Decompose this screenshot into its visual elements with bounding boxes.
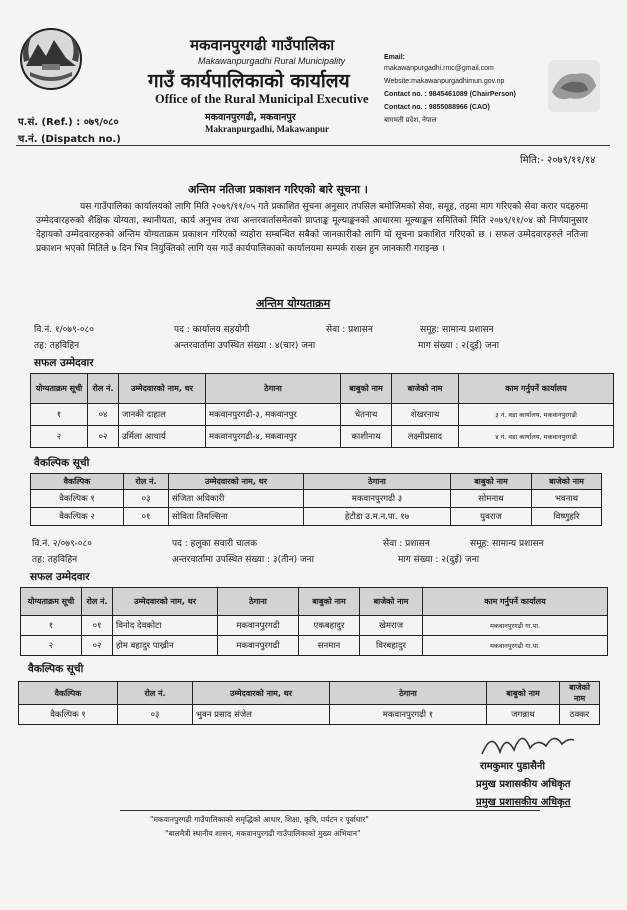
cell: विरबहादुर (360, 636, 423, 656)
col-office: काम गर्नुपर्ने कार्यालय (423, 588, 608, 616)
col-name: उम्मेदवारको नाम, थर (113, 588, 218, 616)
col-name: उम्मेदवारको नाम, थर (193, 682, 330, 705)
col-address: ठेगाना (304, 474, 451, 490)
table-header-row (19, 682, 600, 705)
table-row (31, 404, 614, 426)
s1-group: समूह: सामान्य प्रशासन (420, 325, 494, 335)
col-grandfather: बाजेको नाम (392, 374, 459, 404)
s2-success-table (20, 587, 608, 656)
col-grandfather: बाजेको नाम (560, 682, 600, 705)
contact-cao: Contact no. : 9855088966 (CAO) (384, 104, 490, 111)
email-label: Email: (384, 54, 406, 61)
col-roll: रोल नं. (88, 374, 119, 404)
province: बागमती प्रदेश, नेपाल (384, 117, 437, 124)
cell: हेटौडा उ.म.न.पा. १७ (304, 508, 451, 526)
s1-success-title: सफल उम्मेदवार (34, 357, 94, 369)
cell: ०२ (82, 636, 113, 656)
cell: ०४ (88, 404, 119, 426)
ref-number (18, 114, 119, 128)
cell: युवराज (451, 508, 532, 526)
dispatch-label: च.नं. (Dispatch no.) (18, 134, 121, 145)
footer-divider (120, 810, 540, 811)
address-np: मकवानपुरगढी, मकवानपुर (205, 112, 296, 123)
office-name-en: Office of the Rural Municipal Executive (155, 92, 369, 106)
contact-chair: Contact no. : 9845461089 (ChairPerson) (384, 91, 516, 98)
signatory-name: रामकुमार पुडासैनी (480, 761, 546, 772)
cell: २ (31, 426, 88, 448)
s1-post: पद : कार्यालय सहयोगी (174, 325, 250, 335)
header-divider (16, 145, 610, 146)
cell: वैकल्पिक १ (19, 705, 118, 725)
cell: विनोद देवकोटा (113, 616, 218, 636)
cell: सोमनाथ (451, 490, 532, 508)
notice-subject: अन्तिम नतिजा प्रकाशन गरिएको बारे सूचना । (188, 183, 368, 196)
s1-demand: माग संख्या : २(दुई) जना (418, 341, 500, 351)
s2-alt-table (18, 681, 600, 725)
address-en: Makranpurgadhi, Makawanpur (205, 124, 330, 134)
s2-success-title: सफल उम्मेदवार (30, 571, 90, 583)
col-rank: योग्यताक्रम सूची (21, 588, 82, 616)
col-address: ठेगाना (330, 682, 487, 705)
nepal-emblem-icon (16, 26, 86, 92)
cell: सोविता तिमल्सिना (169, 508, 304, 526)
notice-paragraph: यस गाउँपालिका कार्यालयको लागि मिति २०७९/११/०५ गते प्रकाशित सुचना अनुसार तपसिल बमोजिमको सेवा, समूह, तहमा माग गरिएको सेवा करार पदहरुमा उम्मेदवारहरुको शैक्षिक योग्यता, स्थानीयता, कार्य अनुभव तथा अन्तरवार्तासमेतको प्राप्ताङ्क मूल्याङ्कनको आधारमा मूल्याङ्कन समितिको मिति २०७९/११/०४ को निर्णयानुसार देहायको उम्मेदवारहरुको अन्तिम योग्यताक्रम प्रकाशन गरिएको व्यहोरा सम्बन्धित सबैको जानकारीको लागि यो सूचना प्रकाशित गरिएको छ । सफल उम्मेदवारहरुले नतिजा प्रकाशन भएको मितिले ७ दिन भित्र नियुक्तिको लागि यस गाउँ कार्यपालिकाको कार्यालयमा सम्पर्क राख्न हुन जानकारी गराइन्छ । (36, 202, 588, 254)
cell: मकवानपुरगढी-४, मकवानपुर (206, 426, 341, 448)
cell: मकवानपुरगढी (218, 636, 299, 656)
cell: वैकल्पिक १ (31, 490, 124, 508)
cell: भवनाथ (532, 490, 602, 508)
final-order-heading: अन्तिम योग्यताक्रम (256, 297, 331, 310)
cell: संजिता अधिकारी (169, 490, 304, 508)
col-grandfather: बाजेको नाम (360, 588, 423, 616)
cell: भुवन प्रसाद संजेल (193, 705, 330, 725)
table-row (31, 426, 614, 448)
s2-group: समूह: सामान्य प्रशासन (470, 539, 544, 549)
signatory-title-2: प्रमुख प्रशासकीय अधिकृत (476, 797, 571, 808)
s2-vn: वि.नं. २/०७९-०८० (32, 539, 92, 549)
s1-success-table (30, 373, 614, 448)
ref-value: ०७९/०८० (83, 117, 119, 128)
col-grandfather: बाजेको नाम (532, 474, 602, 490)
cell: ०३ (118, 705, 193, 725)
cell: ३ नं. वडा कार्यालय, मकवानपुरगढी (459, 404, 614, 426)
office-name-np: गाउँ कार्यपालिकाको कार्यालय (148, 70, 350, 92)
cell: शेखरनाथ (392, 404, 459, 426)
cell: लक्ष्मीप्रसाद (392, 426, 459, 448)
cell: मकवानपुरगढी ३ (304, 490, 451, 508)
s2-alt-title: वैकल्पिक सूची (28, 663, 84, 675)
cell: चेतनाथ (341, 404, 392, 426)
table-row (21, 636, 608, 656)
table-row (31, 490, 602, 508)
footer-line-2: "बालमैत्री स्थानीय शासन, मकवानपुरगढी गाउँपालिकाको मुख्य अभियान" (165, 829, 361, 838)
cell: खेमराज (360, 616, 423, 636)
table-header-row (21, 588, 608, 616)
s2-attendance: अन्तरवार्तामा उपस्थित संख्या : ३(तीन) जना (172, 555, 314, 565)
s2-service: सेवा : प्रशासन (383, 539, 430, 549)
s1-level: तह: तहविहिन (34, 341, 80, 351)
cell: मकवानपुरगढी-३, मकवानपुर (206, 404, 341, 426)
col-office: काम गर्नुपर्ने कार्यालय (459, 374, 614, 404)
cell: मकवानपुरगढी गा.पा. (423, 636, 608, 656)
org-name-np: मकवानपुरगढी गाउँपालिका (190, 36, 335, 54)
email-value: makawanpurgadhi.rmc@gmail.com (384, 65, 494, 72)
s1-service: सेवा : प्रशासन (326, 325, 373, 335)
cell: २ (21, 636, 82, 656)
s2-level: तह: तहविहिन (32, 555, 78, 565)
cell: मकवानपुरगढी १ (330, 705, 487, 725)
col-roll: रोल नं. (118, 682, 193, 705)
col-address: ठेगाना (218, 588, 299, 616)
table-header-row (31, 374, 614, 404)
col-father: बाबुको नाम (451, 474, 532, 490)
s1-attendance: अन्तरवार्तामा उपस्थित संख्या : ४(चार) जना (174, 341, 316, 351)
cell: जगन्नाथ (487, 705, 560, 725)
col-father: बाबुको नाम (341, 374, 392, 404)
s1-vn: वि.नं. १/०७९-०८० (34, 325, 94, 335)
s2-demand: माग संख्या : २(दुई) जना (398, 555, 480, 565)
table-row (19, 705, 600, 725)
col-alt: वैकल्पिक (19, 682, 118, 705)
col-father: बाबुको नाम (487, 682, 560, 705)
table-row (31, 508, 602, 526)
map-seal-icon (546, 58, 602, 114)
cell: १ (21, 616, 82, 636)
cell: १ (31, 404, 88, 426)
col-roll: रोल नं. (82, 588, 113, 616)
cell: मकवानपुरगढी गा.पा. (423, 616, 608, 636)
s2-post: पद : हलुका सवारी चालक (172, 539, 257, 549)
s1-alt-title: वैकल्पिक सूची (34, 457, 90, 469)
col-rank: योग्यताक्रम सूची (31, 374, 88, 404)
cell: जानकी दाहाल (119, 404, 206, 426)
cell: ०२ (88, 426, 119, 448)
cell: विष्णुहरि (532, 508, 602, 526)
cell: होम बहादुर पाख्रीन (113, 636, 218, 656)
notice-date: मिति:- २०७९/११/१४ (520, 155, 596, 166)
cell: उर्मिला आचार्य (119, 426, 206, 448)
cell: ठक्कर (560, 705, 600, 725)
cell: काशीनाथ (341, 426, 392, 448)
org-name-en: Makawanpurgadhi Rural Municipality (198, 56, 346, 66)
cell: मकवानपुरगढी (218, 616, 299, 636)
cell: ०३ (124, 490, 169, 508)
col-name: उम्मेदवारको नाम, थर (119, 374, 206, 404)
website: Website:makawanpurgadhimun.gov.np (384, 78, 505, 85)
cell: सनमान (299, 636, 360, 656)
col-name: उम्मेदवारको नाम, थर (169, 474, 304, 490)
col-alt: वैकल्पिक (31, 474, 124, 490)
table-row (21, 616, 608, 636)
cell: वैकल्पिक २ (31, 508, 124, 526)
signatory-title-1: प्रमुख प्रशासकीय अधिकृत (476, 779, 571, 790)
table-header-row (31, 474, 602, 490)
s1-alt-table (30, 473, 602, 526)
col-roll: रोल नं. (124, 474, 169, 490)
footer-line-1: "मकवानपुरगढी गाउँपालिकाको समृद्धिको आधार, शिक्षा, कृषि, पर्यटन र पूर्वाधार" (150, 815, 369, 824)
ref-label: प.सं. (Ref.) : (18, 117, 81, 128)
col-address: ठेगाना (206, 374, 341, 404)
cell: ०१ (124, 508, 169, 526)
cell: एकबहादुर (299, 616, 360, 636)
cell: ४ नं. वडा कार्यालय, मकवानपुरगढी (459, 426, 614, 448)
cell: ०१ (82, 616, 113, 636)
col-father: बाबुको नाम (299, 588, 360, 616)
